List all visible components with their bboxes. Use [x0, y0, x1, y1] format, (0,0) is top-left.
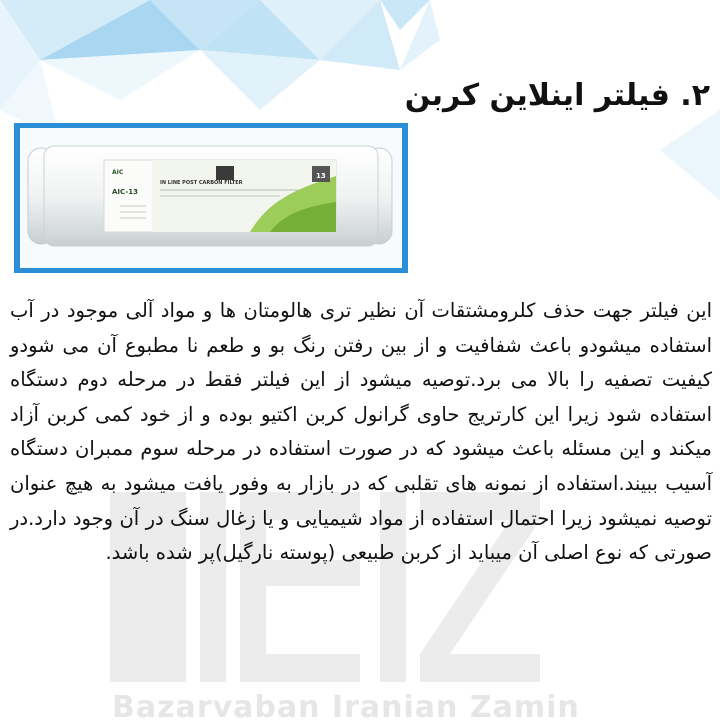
product-model-text: AIC-13	[112, 188, 138, 196]
product-badge-text: 13	[316, 172, 326, 180]
product-photo	[20, 128, 402, 268]
section-heading: ۲. فیلتر اینلاین کربن	[404, 78, 710, 113]
product-brand-text: AIC	[112, 169, 124, 176]
product-photo-frame	[14, 123, 408, 273]
watermark-text: Bazarvaban Iranian Zamin	[112, 690, 580, 725]
description-paragraph: این فیلتر جهت حذف کلرومشتقات آن نظیر تری هالومتان ها و مواد آلی موجود در آب استفاده میشودو باعث شفافیت و از بین رفتن رنگ بو و طعم نا مطبوع آن می شودو کیفیت تصفیه را بالا می برد.توصیه میشود از این فیلتر فقط در مرحله دوم دستگاه استفاده شود زیرا این کارتریج حاوی گرانول کربن اکتیو بوده و از خود کمی کربن آزاد میکند و این مسئله باعث میشود که در صورت استفاده در مرحله سوم ممبران دستگاه آسیب ببیند.استفاده از نمونه های تقلبی که در بازار به وفور یافت میشود به هیچ عنوان توصیه نمیشود زیرا احتمال استفاده از مواد شیمیایی و یا زغال سنگ در آن وجود دارد.در صورتی که نوع اصلی آن میباید از کربن طبیعی (پوسته نارگیل)پر شده باشد.	[10, 299, 712, 565]
inline-carbon-filter-image	[20, 128, 402, 268]
product-title-text: IN LINE POST CARBON FILTER	[160, 180, 243, 186]
